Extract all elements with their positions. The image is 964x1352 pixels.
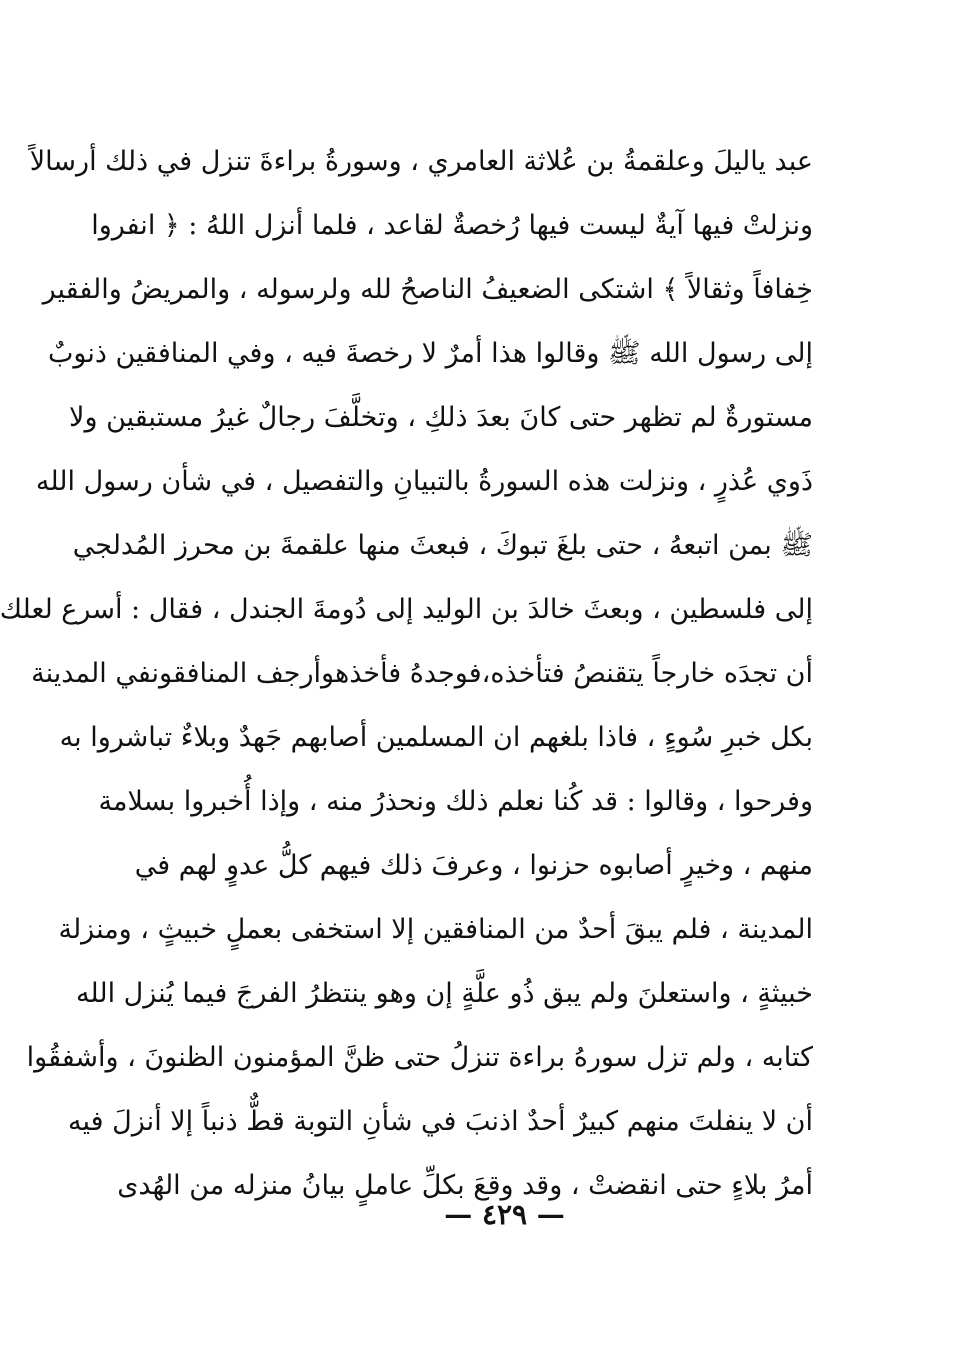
page-number: — ٤٢٩ —: [444, 1198, 565, 1231]
text-line-12: منهم ، وخيرٍ أصابوه حزنوا ، وعرفَ ذلك فيهم كلُّ عدوٍ لهم في: [134, 850, 813, 881]
text-line-16: أن لا ينفلتَ منهم كبيرٌ أحدٌ اذنبَ في شأنِ التوبة قطٌّ ذنباً إلا أنزلَ فيه: [68, 1106, 813, 1137]
text-line-8: إلى فلسطين ، وبعثَ خالدَ بن الوليد إلى دُومةَ الجندل ، فقال : أسرع لعلك: [0, 594, 813, 625]
text-line-13: المدينة ، فلم يبقَ أحدٌ من المنافقين إلا استخفى بعملٍ خبيثٍ ، ومنزلة: [58, 914, 813, 945]
text-line-5: مستورةٌ لم تظهر حتى كانَ بعدَ ذلكِ ، وتخلَّفَ رجالٌ غيرُ مستبقين ولا: [69, 402, 813, 433]
body-text: [0, 138, 813, 1226]
text-line-3: خِفافاً وثقالاً ﴾ اشتكى الضعيفُ الناصحُ لله ولرسوله ، والمريضُ والفقير: [42, 274, 813, 305]
text-line-11: وفرحوا ، وقالوا : قد كُنا نعلم ذلك ونحذرُ منه ، وإذا أُخبروا بسلامة: [98, 786, 813, 817]
text-line-17: أمرُ بلاءٍ حتى انقضتْ ، وقد وقعَ بكلِّ عاملٍ بيانُ منزله من الهُدى: [117, 1170, 813, 1201]
text-line-4: إلى رسول الله ﷺ وقالوا هذا أمرٌ لا رخصةَ فيه ، وفي المنافقين ذنوبٌ: [47, 338, 813, 369]
text-line-7: ﷺ بمن اتبعهُ ، حتى بلغَ تبوكَ ، فبعثَ منها علقمةَ بن محرز المُدلجي: [72, 530, 813, 561]
text-line-15: كتابه ، ولم تزل سورهُ براءة تنزلُ حتى ظنَّ المؤمنون الظنونَ ، وأشفقُوا: [26, 1042, 813, 1073]
text-line-1: عبد ياليلَ وعلقمةُ بن عُلاثة العامري ، وسورةُ براءةَ تنزل في ذلك أرسالاً: [29, 146, 813, 177]
text-line-2: ونزلتْ فيها آيةٌ ليست فيها رُخصةٌ لقاعد ، فلما أنزل اللهُ : ﴿ انفروا: [91, 210, 813, 241]
text-line-9: أن تجدَه خارجاً يتقنصُ فتأخذه،فوجدهُ فأخذهوأرجف المنافقونفي المدينة: [31, 658, 813, 689]
text-line-14: خبيثةٍ ، واستعلنَ ولم يبق ذُو علَّةٍ إن وهو ينتظرُ الفرجَ فيما يُنزل الله: [75, 978, 813, 1009]
text-line-10: بكل خبرِ سُوءٍ ، فاذا بلغهم ان المسلمين أصابهم جَهدٌ وبلاءٌ تباشروا به: [59, 722, 813, 753]
text-line-6: ذَوي عُذرٍ ، ونزلت هذه السورةُ بالتبيانِ والتفصيل ، في شأن رسول الله: [35, 466, 813, 497]
